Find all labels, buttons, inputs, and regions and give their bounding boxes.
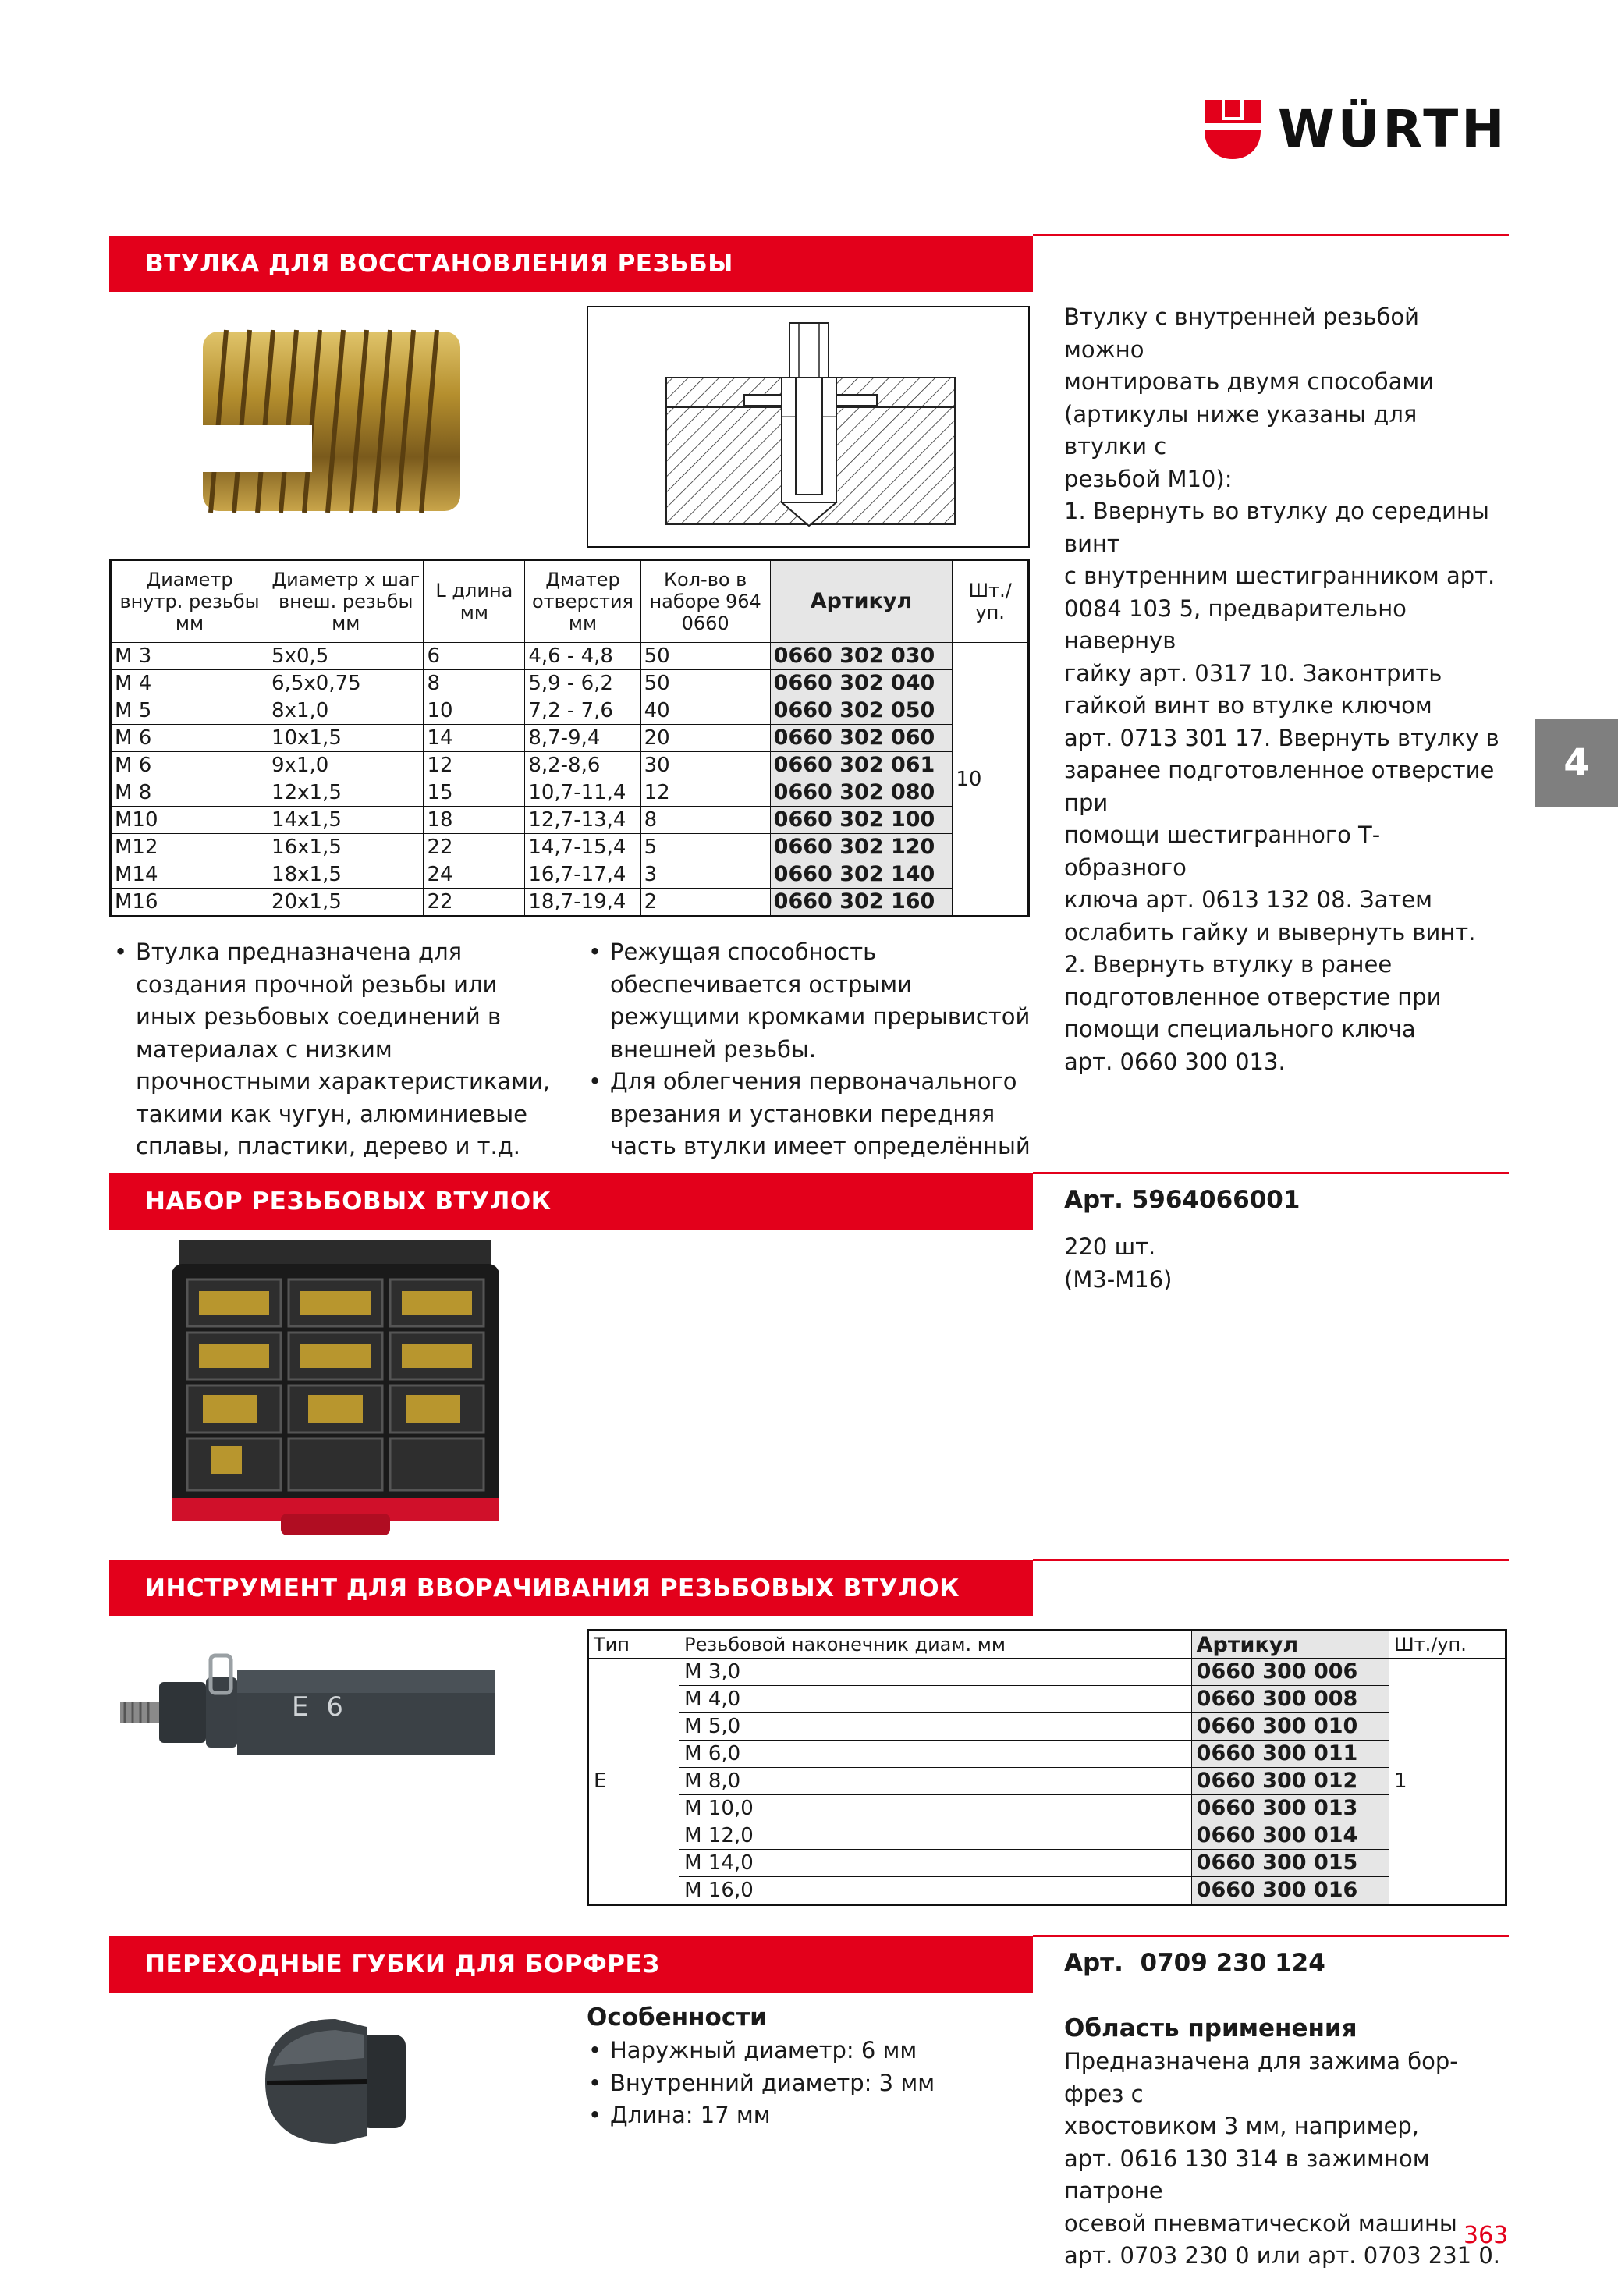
- cell-outer-thread: 6,5x0,75: [268, 670, 424, 697]
- table-row: [588, 1850, 1506, 1877]
- table-row: [588, 1877, 1506, 1905]
- cell-article: 0660 302 140: [770, 861, 953, 889]
- cell-length: 6: [424, 643, 525, 670]
- cell-hole-diameter: 5,9 - 6,2: [525, 670, 640, 697]
- section1-description: [1064, 301, 1501, 1078]
- cell-inner-diameter: M 8: [111, 779, 268, 807]
- table-header-row: [588, 1631, 1506, 1659]
- cell-article: 0660 300 011: [1191, 1741, 1389, 1768]
- cell-tip-diameter: M 4,0: [679, 1686, 1192, 1713]
- table-row: [588, 1659, 1506, 1686]
- desc-line: ключа арт. 0613 132 08. Затем: [1064, 886, 1433, 913]
- desc-line: резьбой М10):: [1064, 465, 1233, 492]
- cell-outer-thread: 18x1,5: [268, 861, 424, 889]
- cell-length: 10: [424, 697, 525, 725]
- desc-line: гайку арт. 0317 10. Законтрить: [1064, 659, 1442, 687]
- desc-line: ослабить гайку и вывернуть винт.: [1064, 918, 1476, 946]
- cell-set-qty: 50: [640, 643, 770, 670]
- cell-article: 0660 302 160: [770, 889, 953, 917]
- chapter-tab[interactable]: 4: [1535, 719, 1618, 807]
- section2-qty: 220 шт.: [1064, 1233, 1156, 1260]
- cell-inner-diameter: M10: [111, 807, 268, 834]
- usage-line: арт. 0616 130 314 в зажимном патроне: [1064, 2145, 1430, 2204]
- cell-article: 0660 300 008: [1191, 1686, 1389, 1713]
- usage-title: Область применения: [1064, 2014, 1357, 2042]
- cell-tip-diameter: M 3,0: [679, 1659, 1192, 1686]
- col-header-pack: Шт./уп.: [1389, 1631, 1506, 1659]
- table-row: [588, 1741, 1506, 1768]
- col-header-set-qty: Кол-во в наборе 964 0660: [640, 560, 770, 643]
- collet-image: [250, 2003, 421, 2159]
- section4-header: ПЕРЕХОДНЫЕ ГУБКИ ДЛЯ БОРФРЕЗ: [109, 1936, 1033, 1993]
- cell-set-qty: 50: [640, 670, 770, 697]
- cell-length: 24: [424, 861, 525, 889]
- cell-inner-diameter: M 4: [111, 670, 268, 697]
- cell-hole-diameter: 7,2 - 7,6: [525, 697, 640, 725]
- section2-article: Арт. 5964066001: [1064, 1186, 1300, 1214]
- section1-rule: [1033, 234, 1509, 236]
- bullet-item: • Втулка предназначена для создания прочной резьбы или иных резьбовых соединений в материалах с низким прочностными характеристиками, такими как чугун, алюминиевые сплавы, пластики, дерево и т.д.: [112, 936, 565, 1163]
- bullet-item: • Наружный диаметр: 6 мм: [587, 2035, 1039, 2067]
- bullet-item: • Для облегчения первоначального врезания и установки передняя часть втулки имеет определённый: [587, 1066, 1039, 1195]
- cell-set-qty: 5: [640, 834, 770, 861]
- table-row: [588, 1795, 1506, 1822]
- usage-line: Предназначена для зажима бор-фрез с: [1064, 2048, 1458, 2107]
- col-header-pack: Шт./ уп.: [953, 560, 1029, 643]
- cell-set-qty: 30: [640, 752, 770, 779]
- cell-hole-diameter: 18,7-19,4: [525, 889, 640, 917]
- col-header-outer-thread: Диаметр х шаг внеш. резьбы мм: [268, 560, 424, 643]
- cell-outer-thread: 8x1,0: [268, 697, 424, 725]
- cell-article: 0660 302 050: [770, 697, 953, 725]
- col-header-article: Артикул: [770, 560, 953, 643]
- cell-inner-diameter: M 6: [111, 725, 268, 752]
- desc-line: с внутренним шестигранником арт.: [1064, 562, 1496, 589]
- cell-hole-diameter: 8,2-8,6: [525, 752, 640, 779]
- features-title: Особенности: [587, 2003, 767, 2032]
- features-list: [587, 2035, 1039, 2132]
- installation-drawing: [587, 306, 1030, 548]
- usage-line: арт. 0703 230 0 или арт. 0703 231 0.: [1064, 2242, 1500, 2269]
- desc-line: 1. Ввернуть во втулку до середины винт: [1064, 498, 1489, 557]
- usage-text: [1064, 2046, 1517, 2273]
- cell-set-qty: 8: [640, 807, 770, 834]
- table-row: [111, 643, 1029, 670]
- section3-rule: [1033, 1559, 1509, 1561]
- cell-article: 0660 302 120: [770, 834, 953, 861]
- insertion-tool-table: [587, 1629, 1507, 1906]
- table-row: [111, 807, 1029, 834]
- cell-hole-diameter: 16,7-17,4: [525, 861, 640, 889]
- cell-set-qty: 2: [640, 889, 770, 917]
- bullet-item: • Режущая способность обеспечивается острыми режущими кромками прерывистой внешней резьбы.: [587, 936, 1039, 1066]
- col-header-length: L длина мм: [424, 560, 525, 643]
- table-row: [111, 834, 1029, 861]
- wurth-logo-icon: [1201, 97, 1264, 162]
- desc-line: Втулку с внутренней резьбой можно: [1064, 303, 1419, 363]
- section1-header: ВТУЛКА ДЛЯ ВОССТАНОВЛЕНИЯ РЕЗЬБЫ: [109, 236, 1033, 292]
- cell-article: 0660 300 015: [1191, 1850, 1389, 1877]
- col-header-type: Тип: [588, 1631, 679, 1659]
- table-row: [111, 779, 1029, 807]
- wurth-logo: [1201, 97, 1513, 162]
- bullet-item: • Длина: 17 мм: [587, 2099, 1039, 2132]
- cell-pack-qty: 1: [1389, 1659, 1506, 1905]
- thread-insert-image: [179, 308, 491, 534]
- table-row: [111, 752, 1029, 779]
- col-header-hole-diameter: Дматер отверстия мм: [525, 560, 640, 643]
- cell-inner-diameter: M14: [111, 861, 268, 889]
- cell-inner-diameter: M16: [111, 889, 268, 917]
- cell-hole-diameter: 10,7-11,4: [525, 779, 640, 807]
- section2-range: (M3-M16): [1064, 1266, 1173, 1293]
- cell-inner-diameter: M 6: [111, 752, 268, 779]
- cell-tip-diameter: M 8,0: [679, 1768, 1192, 1795]
- table-row: [588, 1768, 1506, 1795]
- cell-tip-diameter: M 5,0: [679, 1713, 1192, 1741]
- cell-set-qty: 20: [640, 725, 770, 752]
- insert-kit-case-image: [164, 1240, 507, 1537]
- cell-tip-diameter: M 6,0: [679, 1741, 1192, 1768]
- table-row: [111, 697, 1029, 725]
- thread-insert-table: [109, 559, 1030, 917]
- cell-tip-diameter: M 14,0: [679, 1850, 1192, 1877]
- desc-line: арт. 0713 301 17. Ввернуть втулку в: [1064, 724, 1499, 751]
- cell-hole-diameter: 14,7-15,4: [525, 834, 640, 861]
- section4-article: Арт. 0709 230 124: [1064, 1949, 1325, 1977]
- desc-line: 2. Ввернуть втулку в ранее: [1064, 951, 1393, 978]
- cell-length: 8: [424, 670, 525, 697]
- cell-length: 18: [424, 807, 525, 834]
- table-row: [111, 725, 1029, 752]
- cell-length: 22: [424, 834, 525, 861]
- desc-line: 0084 103 5, предварительно навернув: [1064, 594, 1407, 654]
- cell-tip-diameter: M 12,0: [679, 1822, 1192, 1850]
- cell-article: 0660 302 061: [770, 752, 953, 779]
- cell-inner-diameter: M 5: [111, 697, 268, 725]
- table-row: [111, 861, 1029, 889]
- section4-rule: [1033, 1935, 1509, 1937]
- section1-bullets-left: [112, 936, 565, 1163]
- cell-outer-thread: 10x1,5: [268, 725, 424, 752]
- cell-article: 0660 302 080: [770, 779, 953, 807]
- desc-line: заранее подготовленное отверстие при: [1064, 757, 1495, 816]
- desc-line: гайкой винт во втулке ключом: [1064, 692, 1432, 719]
- cell-outer-thread: 16x1,5: [268, 834, 424, 861]
- cell-set-qty: 40: [640, 697, 770, 725]
- cell-outer-thread: 9x1,0: [268, 752, 424, 779]
- cell-outer-thread: 5x0,5: [268, 643, 424, 670]
- section2-rule: [1033, 1172, 1509, 1174]
- cell-set-qty: 12: [640, 779, 770, 807]
- cell-pack-qty: 10: [953, 643, 1029, 917]
- cell-outer-thread: 20x1,5: [268, 889, 424, 917]
- col-header-article: Артикул: [1191, 1631, 1389, 1659]
- bullet-item: • Внутренний диаметр: 3 мм: [587, 2067, 1039, 2100]
- cell-inner-diameter: M12: [111, 834, 268, 861]
- table-row: [588, 1713, 1506, 1741]
- cell-article: 0660 300 016: [1191, 1877, 1389, 1905]
- section2-header: НАБОР РЕЗЬБОВЫХ ВТУЛОК: [109, 1173, 1033, 1230]
- cell-length: 12: [424, 752, 525, 779]
- cell-tip-diameter: M 10,0: [679, 1795, 1192, 1822]
- cell-article: 0660 302 040: [770, 670, 953, 697]
- cell-tip-diameter: M 16,0: [679, 1877, 1192, 1905]
- cell-article: 0660 302 100: [770, 807, 953, 834]
- cell-inner-diameter: M 3: [111, 643, 268, 670]
- cell-hole-diameter: 12,7-13,4: [525, 807, 640, 834]
- cell-article: 0660 300 010: [1191, 1713, 1389, 1741]
- col-header-inner-diameter: Диаметр внутр. резьбы мм: [111, 560, 268, 643]
- cell-type: E: [588, 1659, 679, 1905]
- section3-header: ИНСТРУМЕНТ ДЛЯ ВВОРАЧИВАНИЯ РЕЗЬБОВЫХ ВТУЛОК: [109, 1560, 1033, 1616]
- usage-line: осевой пневматической машины: [1064, 2209, 1457, 2237]
- cell-set-qty: 3: [640, 861, 770, 889]
- table-row: [588, 1686, 1506, 1713]
- desc-line: помощи специального ключа: [1064, 1016, 1416, 1042]
- page-number: 363: [1464, 2222, 1509, 2249]
- usage-line: хвостовиком 3 мм, например,: [1064, 2113, 1420, 2139]
- table-row: [111, 670, 1029, 697]
- table-row: [111, 889, 1029, 917]
- cell-outer-thread: 12x1,5: [268, 779, 424, 807]
- cell-article: 0660 300 012: [1191, 1768, 1389, 1795]
- desc-line: монтировать двумя способами: [1064, 368, 1435, 395]
- col-header-tip-diameter: Резьбовой наконечник диам. мм: [679, 1631, 1192, 1659]
- cell-article: 0660 300 014: [1191, 1822, 1389, 1850]
- cell-length: 14: [424, 725, 525, 752]
- table-header-row: [111, 560, 1029, 643]
- cell-article: 0660 300 006: [1191, 1659, 1389, 1686]
- cell-hole-diameter: 4,6 - 4,8: [525, 643, 640, 670]
- brand-name: WÜRTH: [1278, 99, 1508, 159]
- desc-line: (артикулы ниже указаны для втулки с: [1064, 400, 1418, 460]
- desc-line: арт. 0660 300 013.: [1064, 1048, 1286, 1075]
- cell-outer-thread: 14x1,5: [268, 807, 424, 834]
- tool-label: E 6: [292, 1691, 348, 1723]
- table-row: [588, 1822, 1506, 1850]
- cell-article: 0660 302 030: [770, 643, 953, 670]
- cell-length: 22: [424, 889, 525, 917]
- cell-hole-diameter: 8,7-9,4: [525, 725, 640, 752]
- insertion-tool-image: [112, 1646, 502, 1779]
- desc-line: подготовленное отверстие при: [1064, 983, 1442, 1010]
- cell-length: 15: [424, 779, 525, 807]
- cell-article: 0660 300 013: [1191, 1795, 1389, 1822]
- desc-line: помощи шестигранного Т-образного: [1064, 822, 1381, 881]
- section1-bullets-right: [587, 936, 1039, 1195]
- cell-article: 0660 302 060: [770, 725, 953, 752]
